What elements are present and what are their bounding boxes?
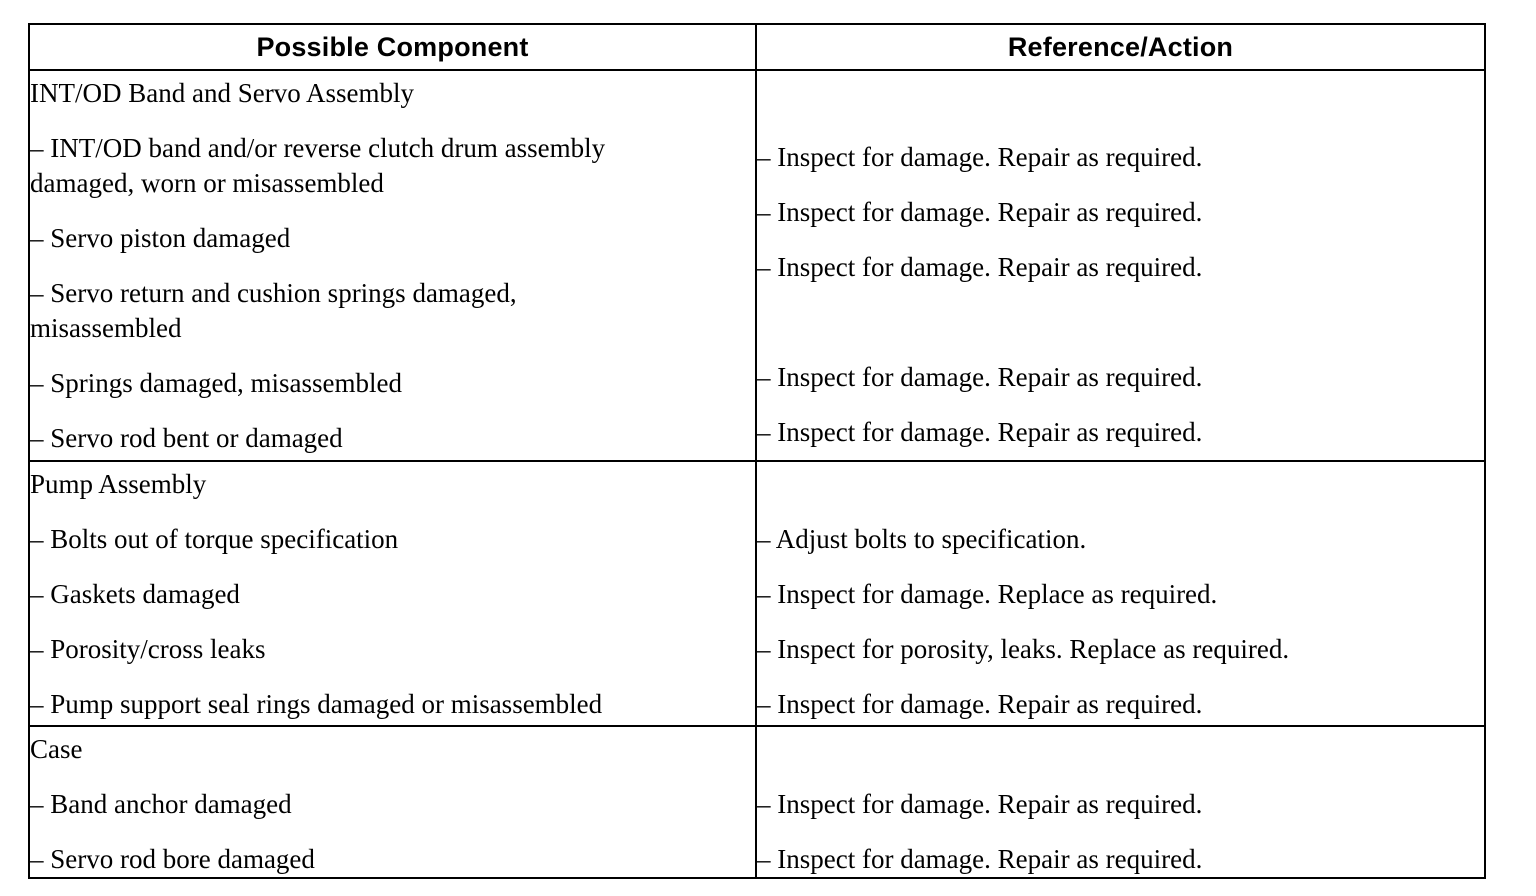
group-title: INT/OD Band and Servo Assembly [30, 78, 414, 108]
action-cell [756, 70, 1485, 461]
component-item: – Pump support seal rings damaged or misassembled [30, 689, 603, 719]
group-int-od-band-servo [29, 70, 1485, 461]
action-item: – Inspect for porosity, leaks. Replace as required. [757, 634, 1290, 664]
header-possible-component: Possible Component [29, 24, 756, 70]
group-title: Pump Assembly [30, 469, 207, 499]
component-item: – Servo return and cushion springs damaged, [30, 278, 517, 308]
component-item: – Porosity/cross leaks [30, 634, 266, 664]
component-item: – Gaskets damaged [30, 579, 240, 609]
action-item: – Adjust bolts to specification. [757, 524, 1087, 554]
action-item: – Inspect for damage. Repair as required. [757, 689, 1203, 719]
action-item: – Inspect for damage. Repair as required. [757, 362, 1203, 392]
action-item: – Inspect for damage. Repair as required. [757, 789, 1203, 819]
component-item: – Servo rod bore damaged [30, 844, 315, 874]
group-pump-assembly [29, 461, 1485, 726]
component-item: – Servo rod bent or damaged [30, 423, 343, 453]
diagnosis-table [28, 23, 1486, 879]
component-item: – INT/OD band and/or reverse clutch drum assembly [30, 133, 606, 163]
action-item: – Inspect for damage. Replace as required. [757, 579, 1218, 609]
header-reference-action: Reference/Action [756, 24, 1485, 70]
component-cell [29, 70, 756, 461]
action-cell [756, 461, 1485, 726]
action-item: – Inspect for damage. Repair as required. [757, 197, 1203, 227]
component-item: – Bolts out of torque specification [30, 524, 399, 554]
component-cell [29, 461, 756, 726]
component-item: – Springs damaged, misassembled [30, 368, 402, 398]
action-cell [756, 726, 1485, 878]
group-title: Case [30, 734, 83, 764]
component-item: – Servo piston damaged [30, 223, 291, 253]
action-item: – Inspect for damage. Repair as required. [757, 417, 1203, 447]
component-item: – Band anchor damaged [30, 789, 292, 819]
action-item: – Inspect for damage. Repair as required. [757, 252, 1203, 282]
component-cell [29, 726, 756, 878]
table-header-row [29, 24, 1485, 70]
action-item: – Inspect for damage. Repair as required. [757, 844, 1203, 874]
component-item-continued: damaged, worn or misassembled [30, 168, 384, 198]
group-case [29, 726, 1485, 878]
component-item-continued: misassembled [30, 313, 182, 343]
action-item: – Inspect for damage. Repair as required. [757, 142, 1203, 172]
